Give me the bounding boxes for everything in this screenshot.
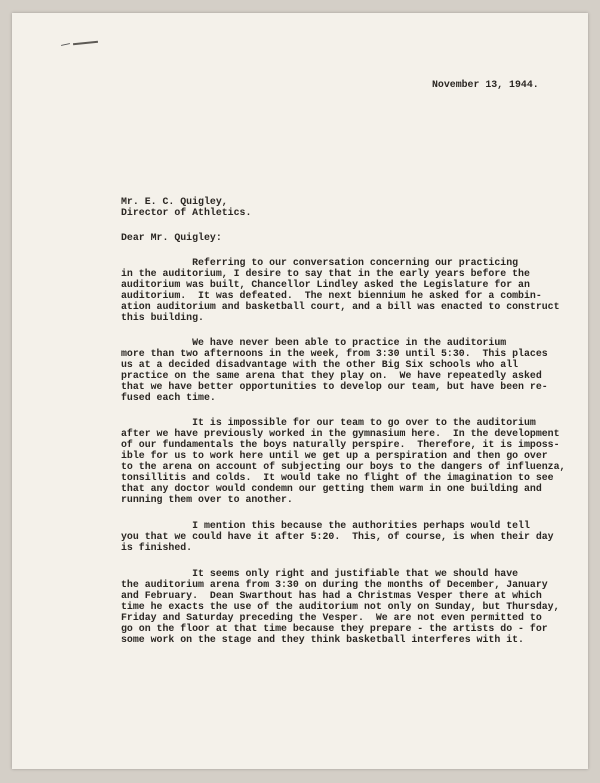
text-line: time he exacts the use of the auditorium not only on Sunday, but Thursday, xyxy=(121,601,560,612)
text-line: We have never been able to practice in the auditorium xyxy=(121,337,507,348)
text-line: that any doctor would condemn our getting them warm in one building and xyxy=(121,483,542,494)
pencil-mark xyxy=(61,43,70,46)
text-line: tonsillitis and colds. It would take no flight of the imagination to see xyxy=(121,472,554,483)
text-line: practice on the same arena that they play on. We have repeatedly asked xyxy=(121,370,542,381)
text-line: us at a decided disadvantage with the other Big Six schools who all xyxy=(121,359,519,370)
text-line: ation auditorium and basketball court, and a bill was enacted to construct xyxy=(121,301,560,312)
text-line: the auditorium arena from 3:30 on during the months of December, January xyxy=(121,579,548,590)
text-line: It is impossible for our team to go over to the auditorium xyxy=(121,417,536,428)
text-line: that we have better opportunities to develop our team, but have been re- xyxy=(121,381,548,392)
text-line: go on the floor at that time because they prepare - the artists do - for xyxy=(121,623,548,634)
text-line: to the arena on account of subjecting our boys to the dangers of influenza, xyxy=(121,461,566,472)
text-line: some work on the stage and they think basketball interferes with it. xyxy=(121,634,524,645)
text-line: in the auditorium, I desire to say that in the early years before the xyxy=(121,268,530,279)
addressee-name: Mr. E. C. Quigley, xyxy=(121,196,228,207)
text-line: running them over to another. xyxy=(121,494,293,505)
text-line: you that we could have it after 5:20. This, of course, is when their day xyxy=(121,531,554,542)
text-line: is finished. xyxy=(121,542,193,553)
pencil-mark xyxy=(73,41,98,46)
text-line: after we have previously worked in the gymnasium here. In the development xyxy=(121,428,560,439)
text-line: Referring to our conversation concerning our practicing xyxy=(121,257,519,268)
letter-page xyxy=(12,13,588,769)
addressee-title: Director of Athletics. xyxy=(121,207,252,218)
text-line: and February. Dean Swarthout has had a Christmas Vesper there at which xyxy=(121,590,542,601)
text-line: auditorium was built, Chancellor Lindley asked the Legislature for an xyxy=(121,279,530,290)
text-line: I mention this because the authorities perhaps would tell xyxy=(121,520,530,531)
text-line: fused each time. xyxy=(121,392,216,403)
letter-date: November 13, 1944. xyxy=(432,79,539,90)
text-line: ible for us to work here until we get up a perspiration and then go over xyxy=(121,450,548,461)
text-line: Friday and Saturday preceding the Vesper. We are not even permitted to xyxy=(121,612,542,623)
text-line: this building. xyxy=(121,312,204,323)
text-line: of our fundamentals the boys naturally perspire. Therefore, it is imposs- xyxy=(121,439,560,450)
text-line: It seems only right and justifiable that we should have xyxy=(121,568,519,579)
text-line: more than two afternoons in the week, from 3:30 until 5:30. This places xyxy=(121,348,548,359)
text-line: auditorium. It was defeated. The next biennium he asked for a combin- xyxy=(121,290,542,301)
salutation: Dear Mr. Quigley: xyxy=(121,232,222,243)
